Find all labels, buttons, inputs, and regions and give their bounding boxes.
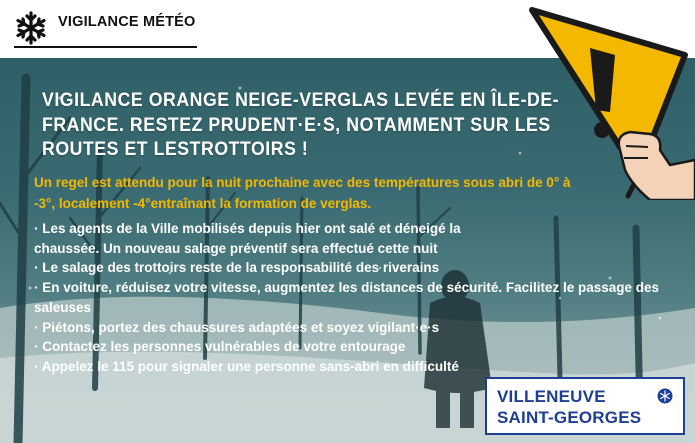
logo-line-2: SAINT-GEORGES xyxy=(497,408,642,427)
alert-title: VIGILANCE ORANGE NEIGE-VERGLAS LEVÉE EN ÎLE-DE-FRANCE. RESTEZ PRUDENT·E·S, NOTAMMENT SUR LES ROUTES ET LESTROTTOIRS ! xyxy=(42,90,560,160)
city-logo xyxy=(485,377,685,435)
list-item: · Le salage des trottoirs reste de la responsabilité des riverains xyxy=(34,260,440,276)
list-item: · Contactez les personnes vulnérables de votre entourage xyxy=(34,339,406,355)
header-title: VIGILANCE MÉTÉO xyxy=(58,14,196,30)
alert-subtitle: Un regel est attendu pour la nuit prochaine avec des températures sous abri de 0° à -3°, localement -4°entraînant la formation de verglas. xyxy=(34,175,571,211)
logo-emblem-icon xyxy=(657,388,673,404)
advice-list xyxy=(34,219,674,377)
header-divider xyxy=(14,46,197,48)
list-item: · Piétons, portez des chaussures adaptées et soyez vigilant·e·s xyxy=(34,319,440,335)
list-item: · En voiture, réduisez votre vitesse, augmentez les distances de sécurité. Facilitez le passage des saleuses xyxy=(34,280,660,315)
list-item: · Les agents de la Ville mobilisés depuis hier ont salé et déneigé la chaussée. Un nouveau salage préventif sera effectué cette nuit xyxy=(34,221,461,256)
logo-line-1: VILLENEUVE xyxy=(497,387,606,406)
list-item: · Appelez le 115 pour signaler une personne sans-abri en difficulté xyxy=(34,358,459,374)
snowflake-icon xyxy=(14,11,48,45)
